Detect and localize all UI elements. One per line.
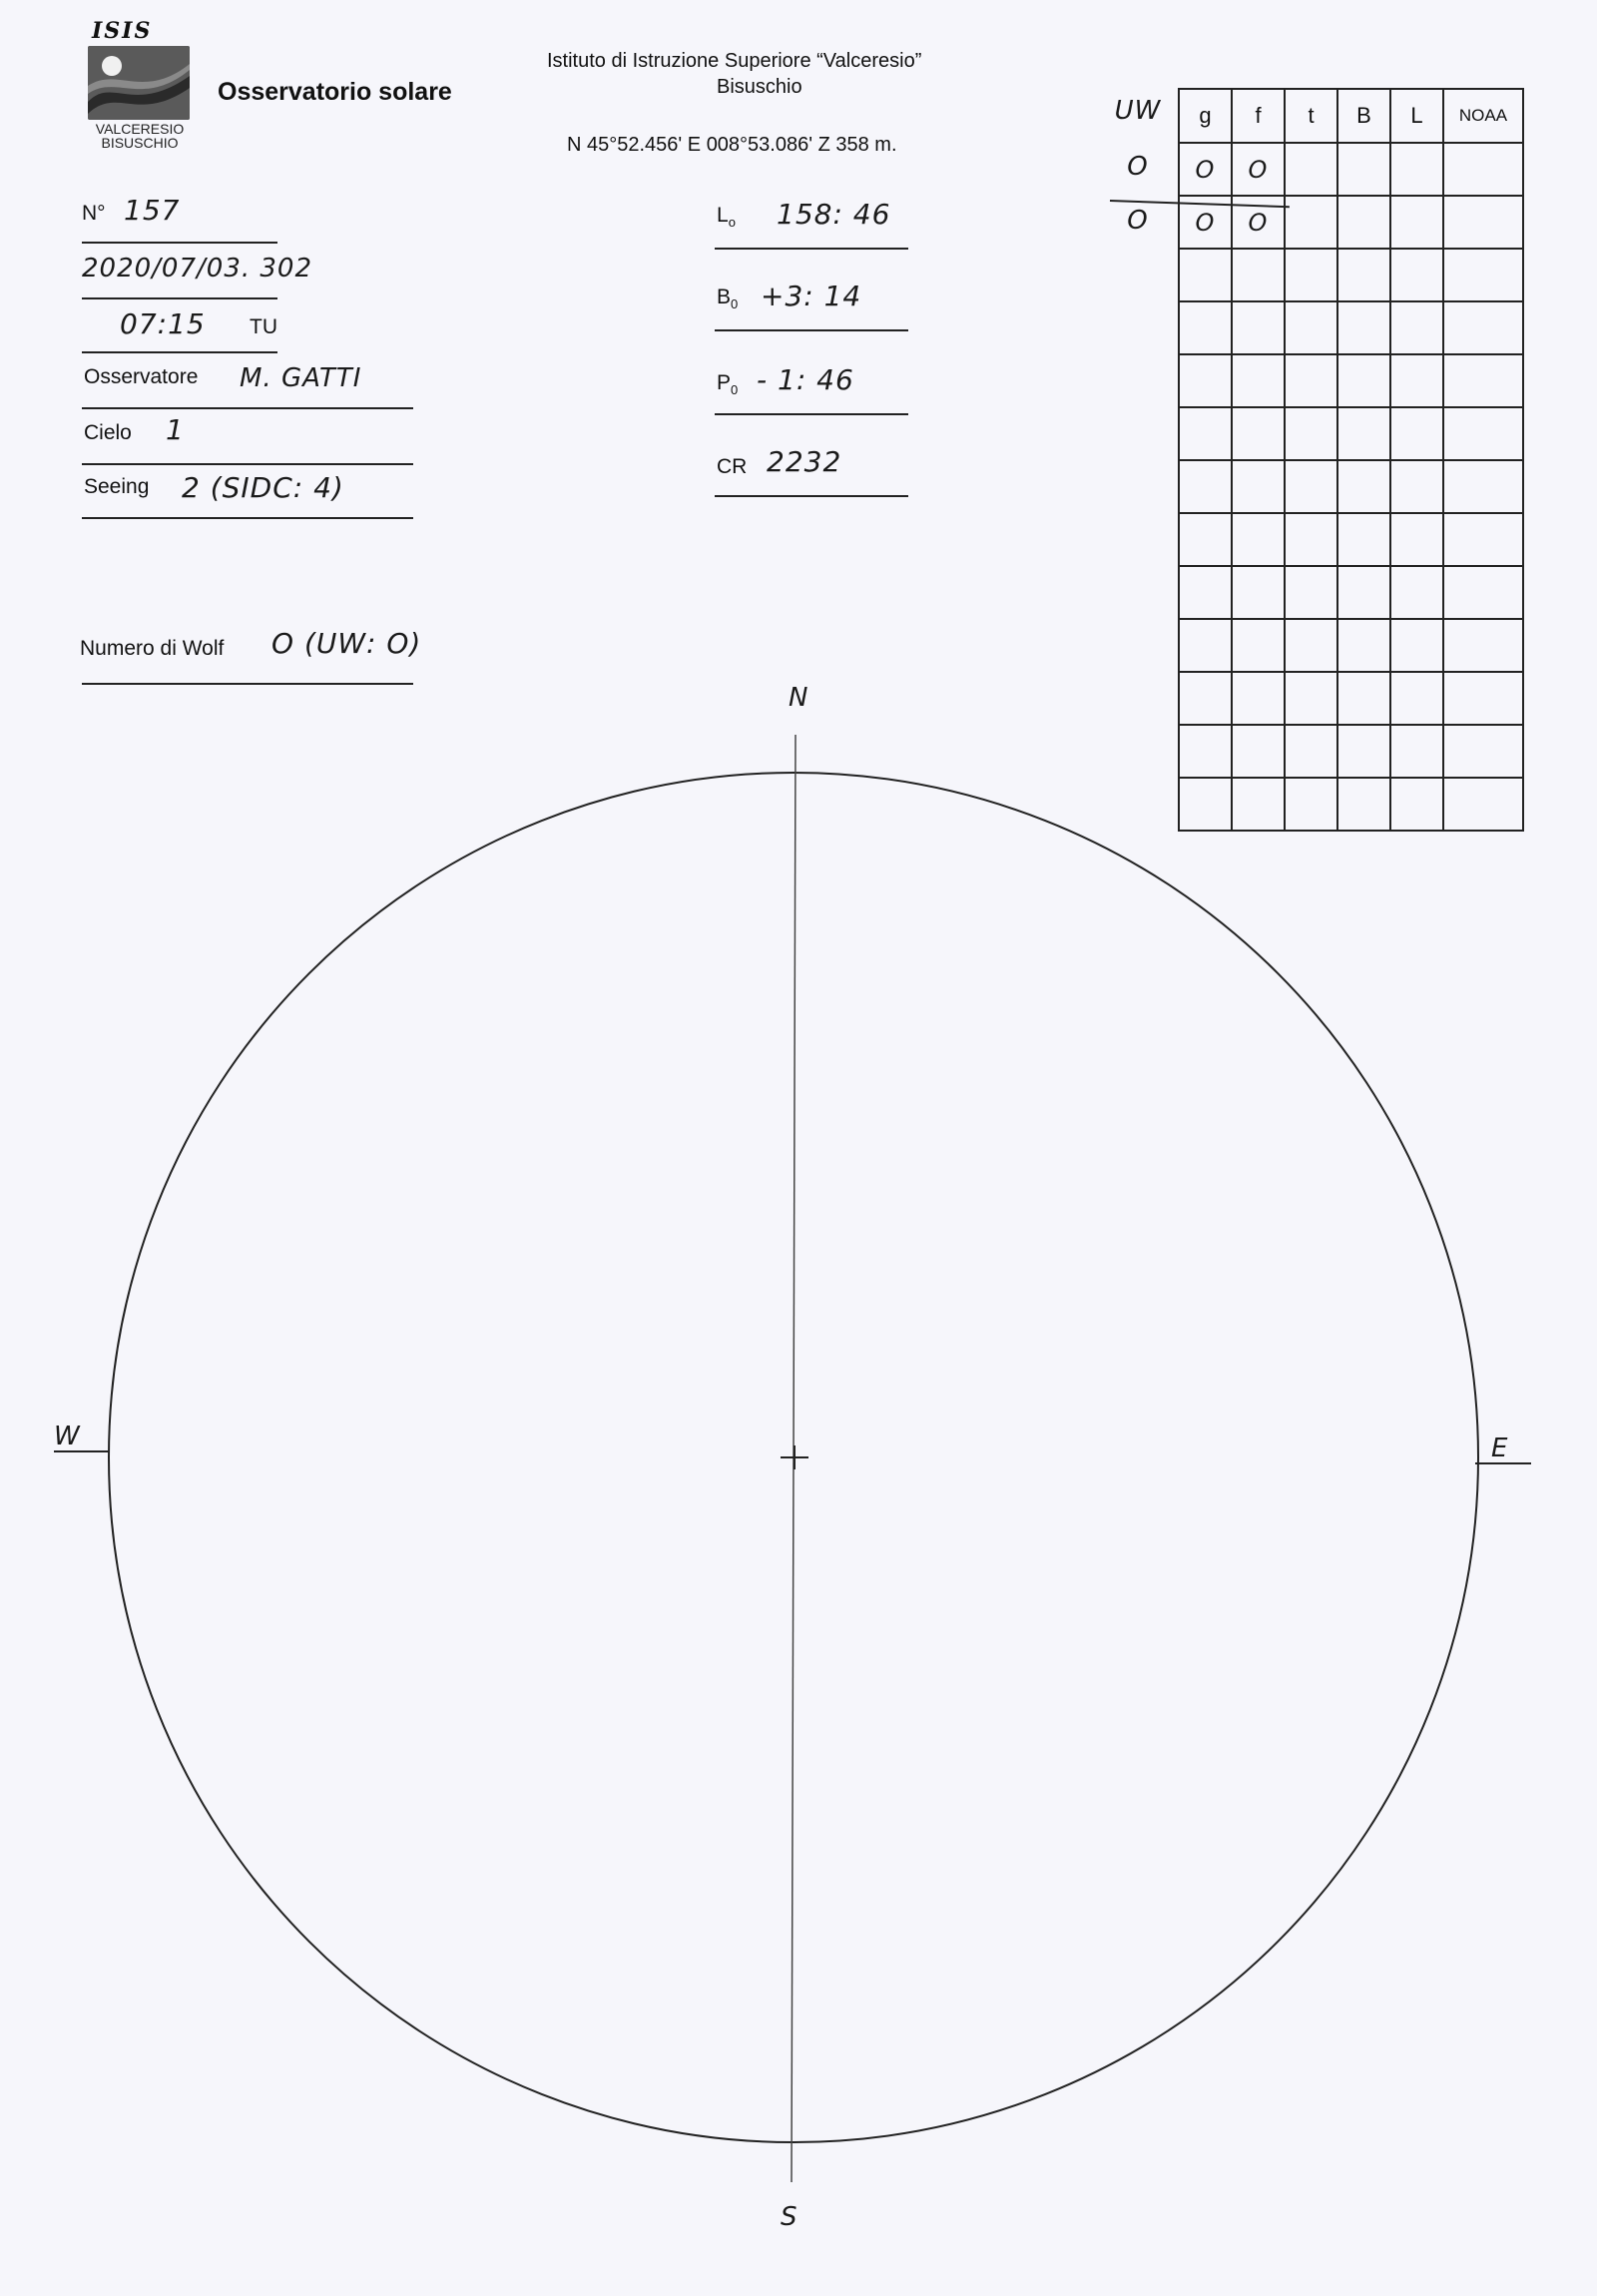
p0-letter: P xyxy=(717,371,732,394)
logo-wordmark: ISIS xyxy=(92,18,153,44)
l0-letter: L xyxy=(717,204,729,227)
seeing-value: 2 (SIDC: 4) xyxy=(182,471,344,504)
table-cell: O xyxy=(1179,143,1232,196)
wolf-value: O (UW: O) xyxy=(271,627,422,660)
l0-subscript: o xyxy=(728,215,736,231)
table-cell: O xyxy=(1179,196,1232,249)
logo-caption-line1: VALCERESIO xyxy=(95,121,185,137)
sky-value: 1 xyxy=(166,413,185,446)
cr-label: CR xyxy=(717,455,748,478)
logo-caption-line2: BISUSCHIO xyxy=(101,135,179,151)
sky-label: Cielo xyxy=(84,421,132,444)
l0-value: 158: 46 xyxy=(777,198,891,231)
institute-name: Istituto di Istruzione Superiore “Valceresio” xyxy=(547,50,922,72)
table-cell: O xyxy=(1232,196,1285,249)
east-label: E xyxy=(1491,1434,1509,1463)
col-header-g: g xyxy=(1179,89,1232,143)
number-value: 157 xyxy=(124,194,181,227)
b0-value: +3: 14 xyxy=(761,280,862,312)
p0-value: - 1: 46 xyxy=(757,363,854,396)
page-title: Osservatorio solare xyxy=(218,78,452,106)
time-unit: TU xyxy=(250,315,277,338)
uw-row1: O xyxy=(1127,152,1149,182)
p0-subscript: 0 xyxy=(731,382,739,398)
date-value: 2020/07/03. 302 xyxy=(82,254,313,284)
col-header-f: f xyxy=(1232,89,1285,143)
table-cell: O xyxy=(1232,143,1285,196)
col-header-t: t xyxy=(1285,89,1337,143)
seeing-label: Seeing xyxy=(84,475,150,498)
col-header-noaa: NOAA xyxy=(1443,89,1523,143)
cr-value: 2232 xyxy=(767,445,842,478)
observatory-coordinates: N 45°52.456' E 008°53.086' Z 358 m. xyxy=(567,134,897,156)
observer-label: Osservatore xyxy=(84,365,199,388)
number-label: N° xyxy=(82,202,106,225)
wolf-label: Numero di Wolf xyxy=(80,637,225,660)
west-label: W xyxy=(54,1422,81,1451)
col-header-b: B xyxy=(1337,89,1390,143)
col-header-l: L xyxy=(1390,89,1443,143)
institute-town: Bisuschio xyxy=(717,76,802,98)
north-label: N xyxy=(789,683,809,713)
south-label: S xyxy=(781,2202,798,2232)
b0-letter: B xyxy=(717,286,732,308)
uw-row2: O xyxy=(1127,206,1149,236)
time-value: 07:15 xyxy=(120,307,206,340)
observer-value: M. GATTI xyxy=(240,363,362,393)
uw-header: UW xyxy=(1114,96,1162,126)
b0-subscript: 0 xyxy=(731,296,739,312)
